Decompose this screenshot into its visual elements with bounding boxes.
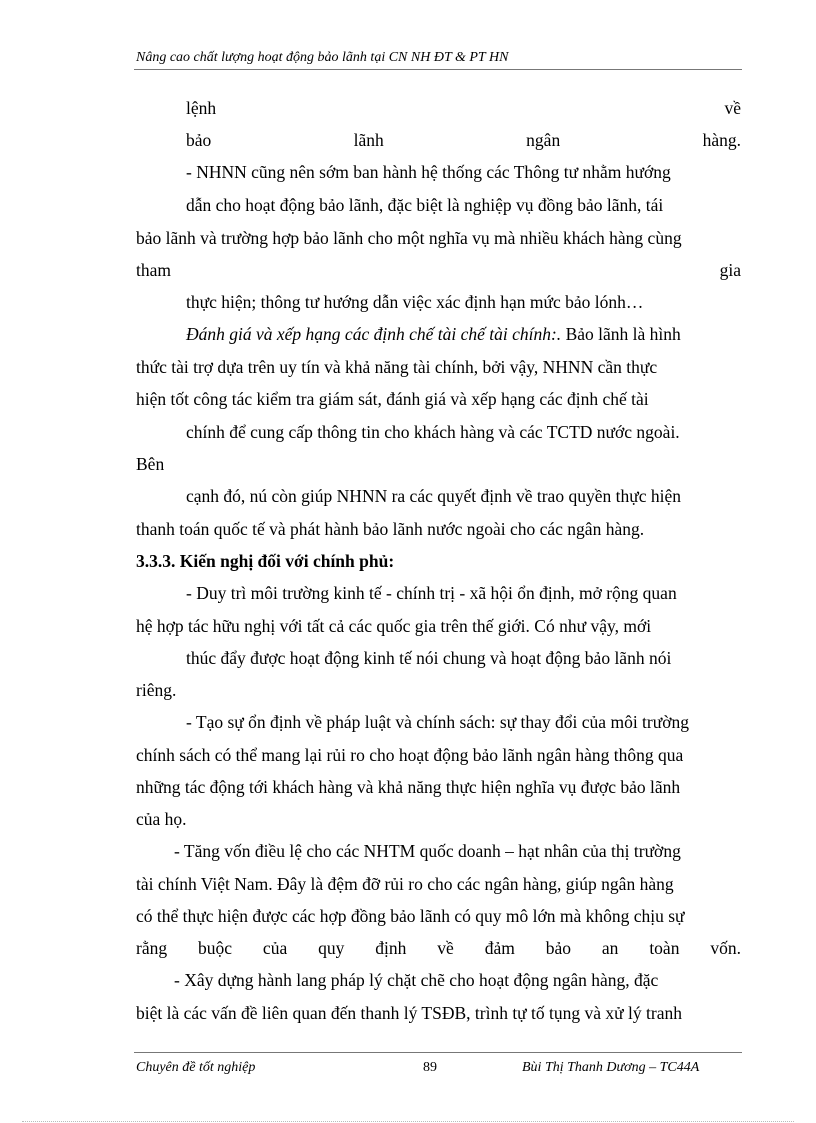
text-line-9: thức tài trợ dựa trên uy tín và khả năng tài chính, bởi vậy, NHNN cần thực xyxy=(136,357,658,377)
running-header: Nâng cao chất lượng hoạt động bảo lãnh tại CN NH ĐT & PT HN xyxy=(136,50,509,65)
footer-divider xyxy=(134,1052,742,1053)
footer-right: Bùi Thị Thanh Dương – TC44A xyxy=(522,1060,700,1075)
word: bảo xyxy=(186,130,212,150)
text-line-19: - Tạo sự ổn định về pháp luật và chính sách: sự thay đổi của môi trường xyxy=(186,712,689,732)
text-line-27: - Xây dựng hành lang pháp lý chặt chẽ cho hoạt động ngân hàng, đặc xyxy=(174,970,659,990)
text-line-14: thanh toán quốc tế và phát hành bảo lãnh nước ngoài cho các ngân hàng. xyxy=(136,519,645,539)
word: đảm xyxy=(484,938,515,958)
text-line-17: thúc đẩy được hoạt động kinh tế nói chung và hoạt động bảo lãnh nói xyxy=(186,648,672,668)
text-line-20: chính sách có thể mang lại rủi ro cho hoạt động bảo lãnh ngân hàng thông qua xyxy=(136,745,684,765)
word: an xyxy=(601,938,619,958)
text-line-6 xyxy=(136,260,741,280)
word: gia xyxy=(719,260,741,280)
footer-left: Chuyên đề tốt nghiệp xyxy=(136,1060,256,1075)
page-number: 89 xyxy=(423,1060,437,1075)
text-line-10: hiện tốt công tác kiểm tra giám sát, đánh giá và xếp hạng các định chế tài xyxy=(136,389,649,409)
page-edge-divider xyxy=(22,1121,794,1122)
section-heading: 3.3.3. Kiến nghị đối với chính phủ: xyxy=(136,551,395,571)
word: hàng. xyxy=(702,130,741,150)
word: về xyxy=(437,938,454,958)
text-line-16: hệ hợp tác hữu nghị với tất cả các quốc gia trên thế giới. Có như vậy, mới xyxy=(136,616,652,636)
text-line-5: bảo lãnh và trường hợp bảo lãnh cho một nghĩa vụ mà nhiều khách hàng cùng xyxy=(136,228,682,248)
text-line-21: những tác động tới khách hàng và khả năng thực hiện nghĩa vụ được bảo lãnh xyxy=(136,777,681,797)
text-line-22: của họ. xyxy=(136,809,187,829)
text-line-11: chính để cung cấp thông tin cho khách hàng và các TCTD nước ngoài. xyxy=(186,422,680,442)
word: lệnh xyxy=(186,98,217,118)
text-line-4: dẫn cho hoạt động bảo lãnh, đặc biệt là nghiệp vụ đồng bảo lãnh, tái xyxy=(186,195,664,215)
word: của xyxy=(262,938,288,958)
word: buộc xyxy=(198,938,233,958)
word: định xyxy=(375,938,407,958)
text-span: Bảo lãnh là hình xyxy=(561,324,681,344)
word: toàn xyxy=(649,938,680,958)
text-line-15: - Duy trì môi trường kinh tế - chính trị - xã hội ổn định, mở rộng quan xyxy=(186,583,677,603)
text-line-28: biệt là các vấn đề liên quan đến thanh lý TSĐB, trình tự tố tụng và xử lý tranh xyxy=(136,1003,682,1023)
text-line-24: tài chính Việt Nam. Đây là đệm đỡ rủi ro cho các ngân hàng, giúp ngân hàng xyxy=(136,874,674,894)
text-line-8 xyxy=(186,324,681,344)
word: lãnh xyxy=(353,130,384,150)
text-line-26 xyxy=(136,938,741,958)
text-line-23: - Tăng vốn điều lệ cho các NHTM quốc doanh – hạt nhân của thị trường xyxy=(174,841,681,861)
text-line-3: - NHNN cũng nên sớm ban hành hệ thống các Thông tư nhằm hướng xyxy=(186,162,671,182)
text-line-13: cạnh đó, nú còn giúp NHNN ra các quyết định về trao quyền thực hiện xyxy=(186,486,681,506)
italic-subheading: Đánh giá và xếp hạng các định chế tài chế tài chính:. xyxy=(186,324,562,344)
word: quy xyxy=(318,938,345,958)
word: tham xyxy=(136,260,171,280)
word: về xyxy=(724,98,741,118)
word: rằng xyxy=(136,938,168,958)
word: ngân xyxy=(526,130,561,150)
text-line-2 xyxy=(186,130,741,150)
text-line-7: thực hiện; thông tư hướng dẫn việc xác định hạn mức bảo lónh… xyxy=(186,292,644,312)
text-line-12: Bên xyxy=(136,454,165,474)
text-line-25: có thể thực hiện được các hợp đồng bảo lãnh có quy mô lớn mà không chịu sự xyxy=(136,906,685,926)
word: bảo xyxy=(545,938,571,958)
word: vốn. xyxy=(710,938,741,958)
text-line-18: riêng. xyxy=(136,680,177,700)
header-divider xyxy=(134,69,742,70)
text-line-1 xyxy=(186,98,741,118)
